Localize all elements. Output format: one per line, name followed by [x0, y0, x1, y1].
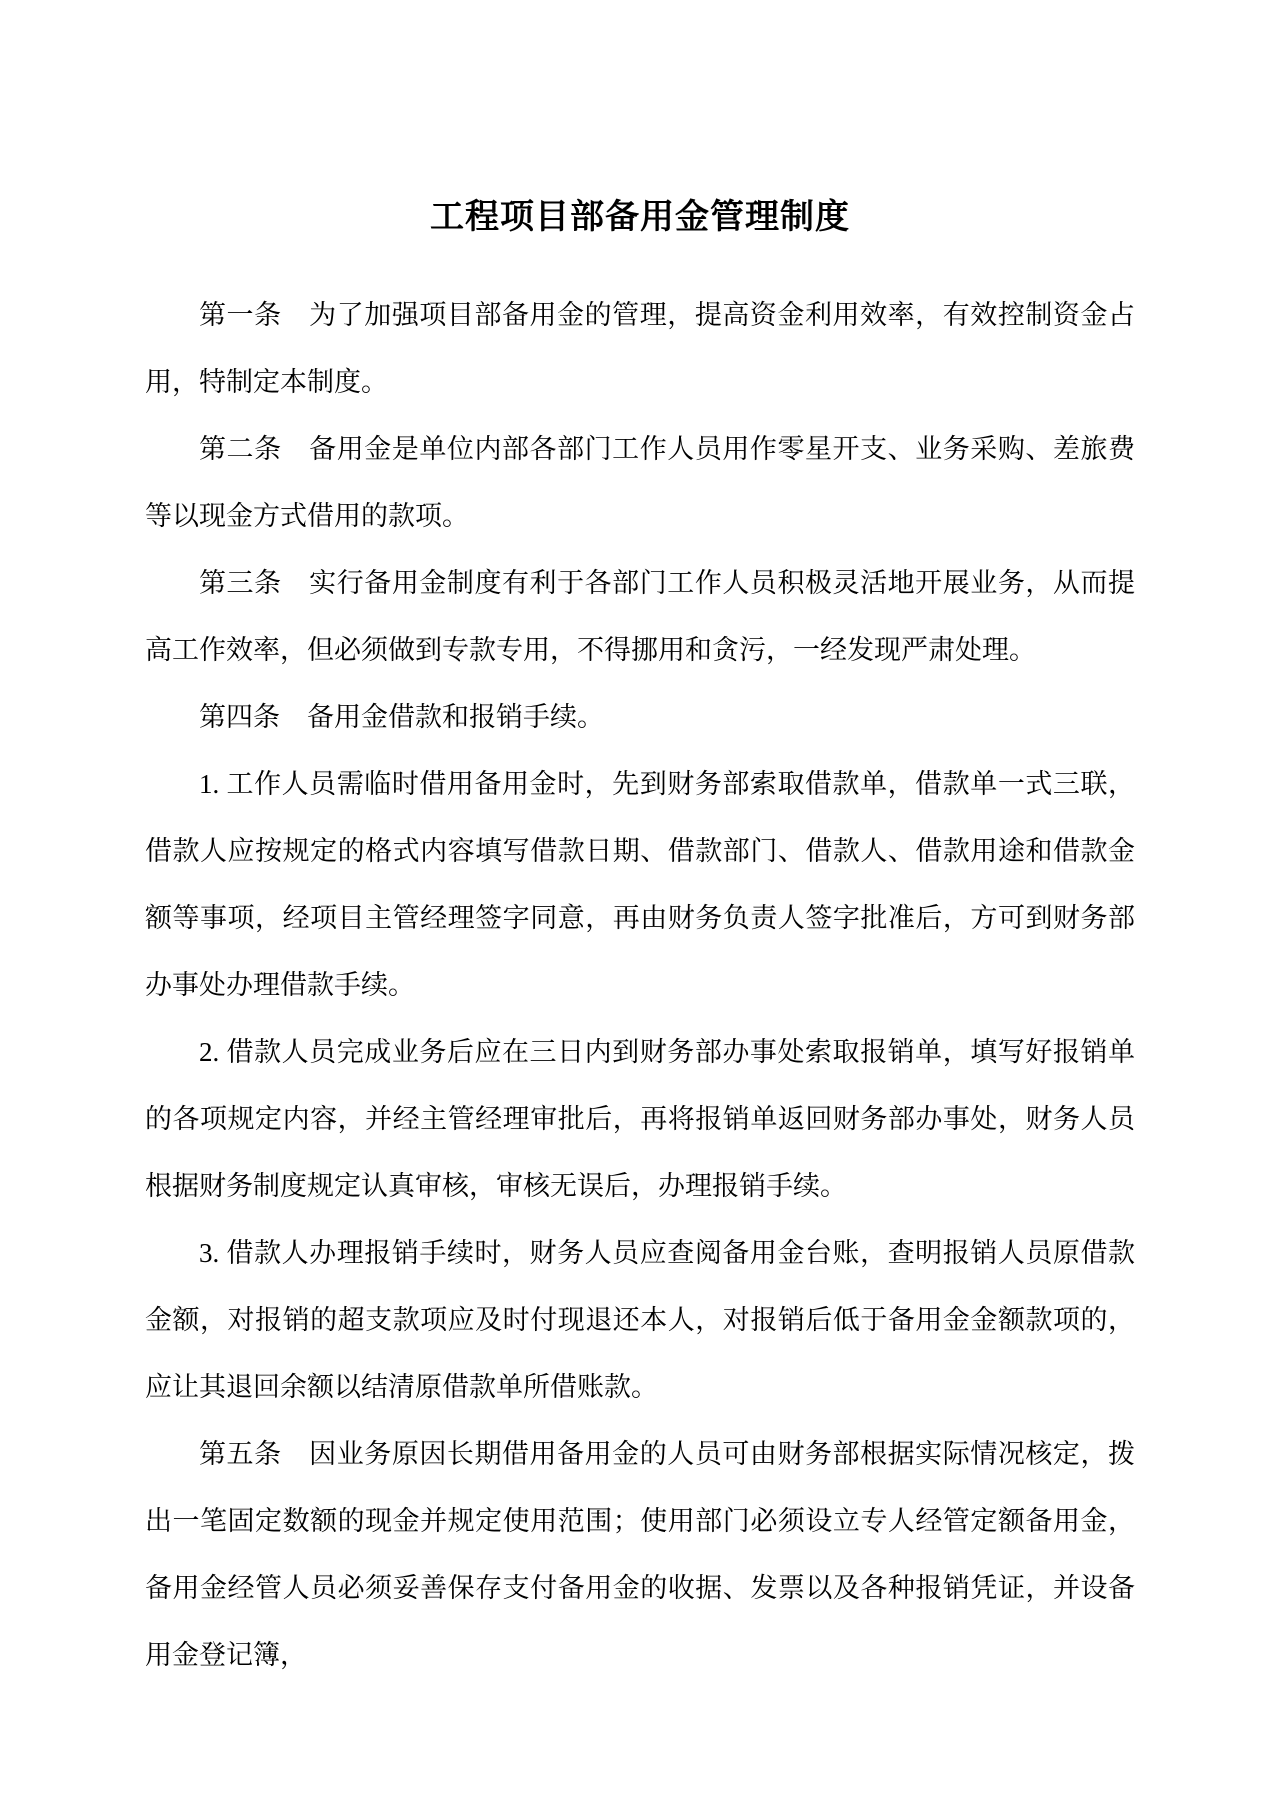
paragraph-article-4-item-3: 3. 借款人办理报销手续时，财务人员应查阅备用金台账，查明报销人员原借款金额，对报销的超支款项应及时付现退还本人，对报销后低于备用金金额款项的，应让其退回余额以结清原借款单所借账款。: [145, 1238, 1135, 1402]
paragraph-article-2: 第二条 备用金是单位内部各部门工作人员用作零星开支、业务采购、差旅费等以现金方式借用的款项。: [145, 434, 1135, 531]
paragraph-article-4-item-2: 2. 借款人员完成业务后应在三日内到财务部办事处索取报销单，填写好报销单的各项规定内容，并经主管经理审批后，再将报销单返回财务部办事处，财务人员根据财务制度规定认真审核，审核无误后，办理报销手续。: [145, 1037, 1135, 1201]
paragraph-article-5: 第五条 因业务原因长期借用备用金的人员可由财务部根据实际情况核定，拨出一笔固定数额的现金并规定使用范围；使用部门必须设立专人经管定额备用金，备用金经管人员必须妥善保存支付备用金的收据、发票以及各种报销凭证，并设备用金登记簿，: [145, 1439, 1135, 1670]
document-body: [145, 282, 1135, 1689]
paragraph-article-3: 第三条 实行备用金制度有利于各部门工作人员积极灵活地开展业务，从而提高工作效率，但必须做到专款专用，不得挪用和贪污，一经发现严肃处理。: [145, 568, 1135, 665]
paragraph-article-4-item-1: 1. 工作人员需临时借用备用金时，先到财务部索取借款单，借款单一式三联，借款人应按规定的格式内容填写借款日期、借款部门、借款人、借款用途和借款金额等事项，经项目主管经理签字同意，再由财务负责人签字批准后，方可到财务部办事处办理借款手续。: [145, 769, 1135, 1000]
paragraph-article-4: 第四条 备用金借款和报销手续。: [199, 702, 604, 732]
paragraph-article-1: 第一条 为了加强项目部备用金的管理，提高资金利用效率，有效控制资金占用，特制定本制度。: [145, 300, 1135, 397]
document-title: 工程项目部备用金管理制度: [430, 198, 850, 236]
